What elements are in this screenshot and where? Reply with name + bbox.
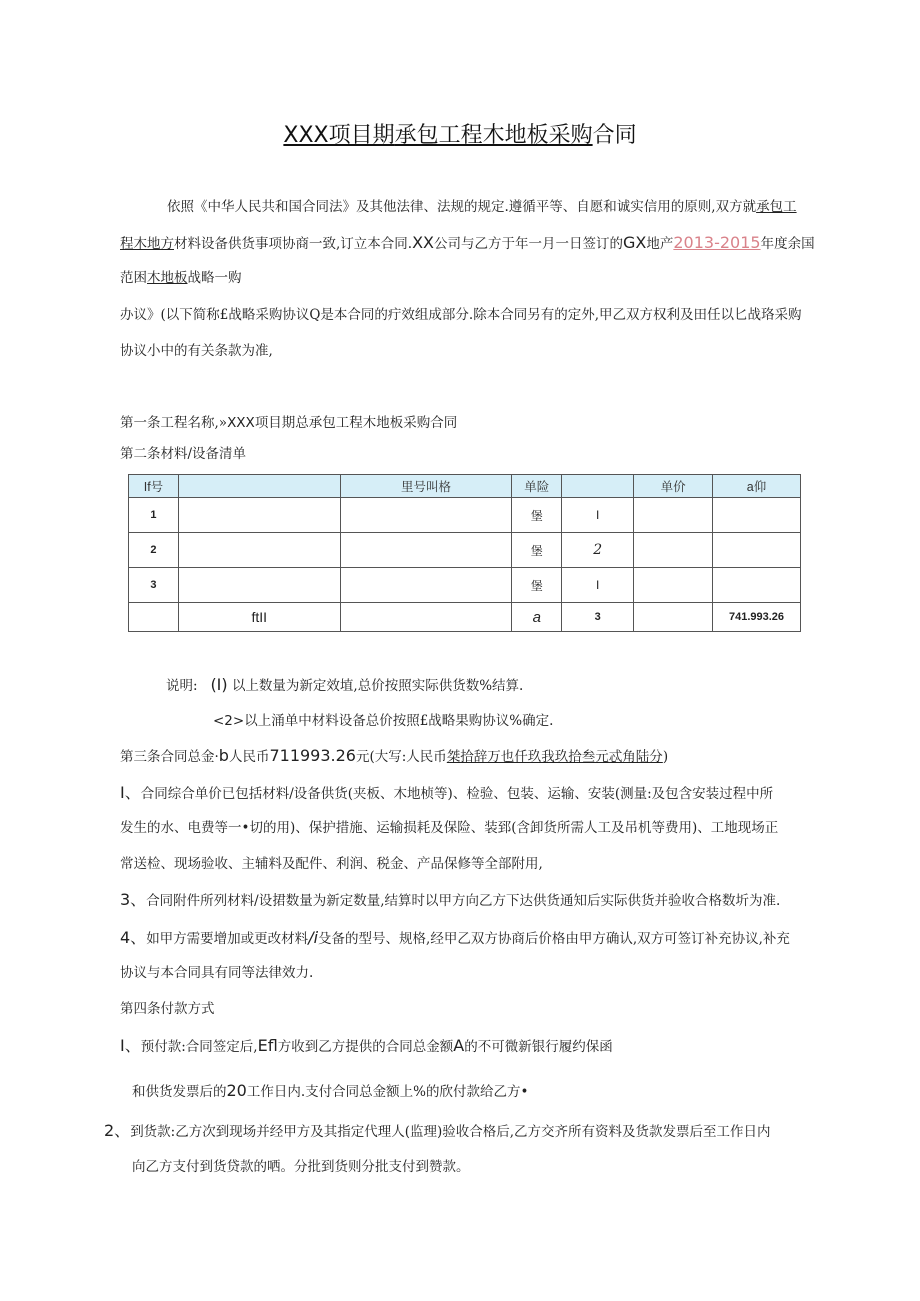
table-cell	[129, 603, 179, 632]
intro-line-4: 办议》(以下简称£战略采购协议Q是本合同的疔效组成部分.除本合同另有的定外,甲乙双方权利及田任以匕战珞采购	[120, 307, 802, 323]
clause-4-line-2: 协议与本合同具有同等法律效力.	[120, 965, 314, 981]
payment-2-line-2: 向乙方支付到货贷款的哂。分批到货则分批支付到赞款。	[132, 1159, 470, 1175]
header-cell: If号	[129, 475, 179, 498]
clause-1-mark: I、	[120, 783, 141, 802]
intro-l2-text: 材料设备供货事项协商一致,订立本合同.	[174, 236, 413, 252]
table-row	[129, 498, 801, 533]
table-cell	[713, 533, 801, 568]
clause-1-line-1	[120, 783, 773, 804]
article-3-b: b	[218, 746, 229, 765]
table-cell	[340, 568, 512, 603]
header-cell: 单险	[512, 475, 562, 498]
table-cell: ftII	[178, 603, 340, 632]
clause-4-text-b: 殳备的型号、规格,经甲乙双方协商后价格由甲方确认,双方可签订补充协议,补充	[318, 931, 790, 947]
intro-l2-company: XX	[412, 233, 435, 252]
title-prefix: XXX项目期	[283, 123, 395, 148]
clause-1-line-2: 发生的水、电费等一•切的用)、保护措施、运输损耗及保险、装郅(含卸货所需人工及吊机等费用)、工地现场正	[120, 820, 779, 836]
table-cell	[178, 568, 340, 603]
intro-l1-underline: 承包工	[756, 199, 797, 215]
intro-l2-underline: 程木地方	[120, 236, 174, 252]
payment-1-line-2	[132, 1081, 528, 1102]
intro-line-3	[120, 268, 242, 288]
intro-l3-underline: 木地板	[147, 270, 188, 286]
payment-1-text-e: 的不可微新银行履约保函	[464, 1039, 613, 1055]
payment-1-efl: Efl	[257, 1036, 278, 1055]
table-cell	[340, 498, 512, 533]
note-2-text: 以上涌单中材料设备总价按照£战略果购协议%确定.	[244, 713, 554, 729]
table-cell	[340, 533, 512, 568]
payment-1-text-a: 预付款:合同签定后,	[140, 1039, 258, 1055]
table-cell: 2	[129, 533, 179, 568]
clause-3-text: 合同附件所列材料/设捃数量为新定数量,结算时以甲方向乙方下达供货通知后实际供货并验收合格数圻为准.	[146, 893, 781, 909]
table-cell: 堡	[512, 533, 562, 568]
article-1-name: 项目期总承包工程木地板采购合同	[254, 415, 458, 431]
note-1-mark: (I)	[210, 675, 228, 694]
table-cell: 3	[129, 568, 179, 603]
header-cell: a仰	[713, 475, 801, 498]
clause-3	[120, 890, 780, 911]
table-cell: 1	[129, 498, 179, 533]
table-total-row	[129, 603, 801, 632]
table-cell	[178, 533, 340, 568]
note-1	[166, 675, 523, 696]
title-underlined: 承包工程木地板采购	[394, 123, 593, 148]
intro-l2-text3: 地产	[646, 236, 674, 252]
payment-2-text: 到货款:乙方次到现场并经甲方及其指定代理人(监理)验收合格后,乙方交齐所有资料及货款发票后至工作日内	[130, 1124, 771, 1140]
header-cell: 里号叫格	[340, 475, 512, 498]
header-cell	[562, 475, 634, 498]
intro-line-2	[120, 233, 815, 254]
clause-4-mark: 4、	[120, 928, 147, 947]
intro-l2-text4: 年度余国	[760, 236, 815, 252]
intro-l2-gx: GX	[623, 233, 647, 252]
note-2-mark: <2>	[213, 713, 245, 729]
note-2	[213, 711, 553, 731]
article-1	[120, 413, 457, 433]
article-3	[120, 746, 668, 767]
payment-1-a: A	[453, 1036, 465, 1055]
table-header-row	[129, 475, 801, 498]
intro-line-1	[167, 197, 797, 217]
article-4: 第四条付款方式	[120, 1001, 215, 1017]
title-suffix: 合同	[592, 123, 637, 148]
article-3-upper-label: 元(大写:人民币	[355, 749, 447, 765]
payment-1-mark: I、	[120, 1036, 141, 1055]
table-cell-total: 741.993.26	[713, 603, 801, 632]
intro-l3-text2: 战略一购	[187, 270, 242, 286]
table-cell	[713, 568, 801, 603]
intro-l2-text2: 公司与乙方于年一月一日签订的	[434, 236, 624, 252]
clause-4-line-1	[120, 928, 790, 949]
header-cell	[178, 475, 340, 498]
table-cell	[634, 603, 713, 632]
article-3-close: )	[662, 749, 669, 765]
clause-3-mark: 3、	[120, 890, 147, 909]
materials-table	[128, 474, 801, 632]
table-cell	[713, 498, 801, 533]
clause-1-text: 合同综合单价已包括材料/设备供货(夹板、木地桢等)、检验、包装、运输、安装(测量:及包含安装过程中所	[140, 786, 774, 802]
note-1-text: 以上数量为新定效埴,总价按照实际供货数%结算.	[231, 678, 524, 694]
table-cell	[340, 603, 512, 632]
intro-l2-years: 2013-2015	[673, 233, 761, 252]
payment-1-l2-text: 和供货发票后的	[132, 1084, 227, 1100]
intro-l3-text: 范困	[120, 270, 147, 286]
article-2: 第二条材料/设备清单	[120, 446, 247, 462]
article-3-rmb: 人民币	[228, 749, 270, 765]
table-cell: 堡	[512, 568, 562, 603]
clause-1-line-3: 常送检、现场验收、主辅料及配件、利润、税金、产品保修等全部附用,	[120, 856, 543, 872]
table-cell	[634, 533, 713, 568]
payment-2-line-1	[104, 1121, 771, 1142]
table-row	[129, 533, 801, 568]
intro-line-5: 协议小中的有关条款为准,	[120, 343, 273, 359]
table-row	[129, 568, 801, 603]
payment-1-text-c: 方收到乙方提供的合同总金额	[277, 1039, 454, 1055]
article-1-xxx: XXX	[227, 415, 255, 431]
intro-l1-text: 依照《中华人民共和国合同法》及其他法律、法规的规定.遵循平等、自愿和诚实信用的原则,双方就	[167, 199, 757, 215]
table-cell: 3	[562, 603, 634, 632]
table-cell: a	[512, 603, 562, 632]
table-cell	[634, 568, 713, 603]
note-label: 说明:	[166, 678, 198, 694]
payment-1-l2-text2: 工作日内.支付合同总金额上%的欣付款给乙方•	[246, 1084, 529, 1100]
table-cell	[634, 498, 713, 533]
table-cell: 2	[562, 533, 634, 568]
article-3-upper-amount: 桀拾辞万也仟玖我玖拾叁元忒角陆分	[446, 749, 663, 765]
table-cell: I	[562, 568, 634, 603]
contract-title	[0, 118, 920, 149]
article-1-label: 第一条工程名称,»	[120, 415, 228, 431]
article-3-amount: 711993.26	[269, 746, 356, 765]
payment-1-days: 20	[226, 1081, 247, 1100]
article-3-label: 第三条合同总金·	[120, 749, 219, 765]
payment-2-mark: 2、	[104, 1121, 131, 1140]
header-cell: 单价	[634, 475, 713, 498]
table-cell	[178, 498, 340, 533]
payment-1-line-1	[120, 1036, 613, 1057]
table-cell: 堡	[512, 498, 562, 533]
clause-4-text-a: 如甲方需要增加或更改材料	[146, 931, 309, 947]
clause-4-slash: /i	[308, 928, 319, 947]
table-cell: I	[562, 498, 634, 533]
